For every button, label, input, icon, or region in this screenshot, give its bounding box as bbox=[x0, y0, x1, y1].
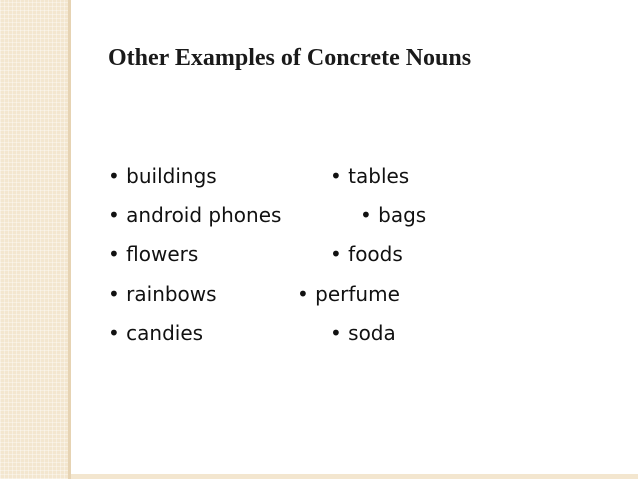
list-item-left-3: • flowers bbox=[108, 242, 199, 266]
side-divider-line bbox=[68, 0, 71, 479]
list-item-left-1: • buildings bbox=[108, 164, 217, 188]
decorative-side-strip bbox=[0, 0, 68, 479]
list-item-right-2: • bags bbox=[360, 203, 427, 227]
bottom-divider-line bbox=[71, 474, 638, 479]
list-item-right-4: • perfume bbox=[297, 282, 400, 306]
list-item-left-4: • rainbows bbox=[108, 282, 217, 306]
list-item-right-1: • tables bbox=[330, 164, 410, 188]
list-item-right-3: • foods bbox=[330, 242, 403, 266]
list-item-right-5: • soda bbox=[330, 321, 396, 345]
slide-title: Other Examples of Concrete Nouns bbox=[108, 45, 472, 71]
list-item-left-5: • candies bbox=[108, 321, 204, 345]
list-item-left-2: • android phones bbox=[108, 203, 282, 227]
